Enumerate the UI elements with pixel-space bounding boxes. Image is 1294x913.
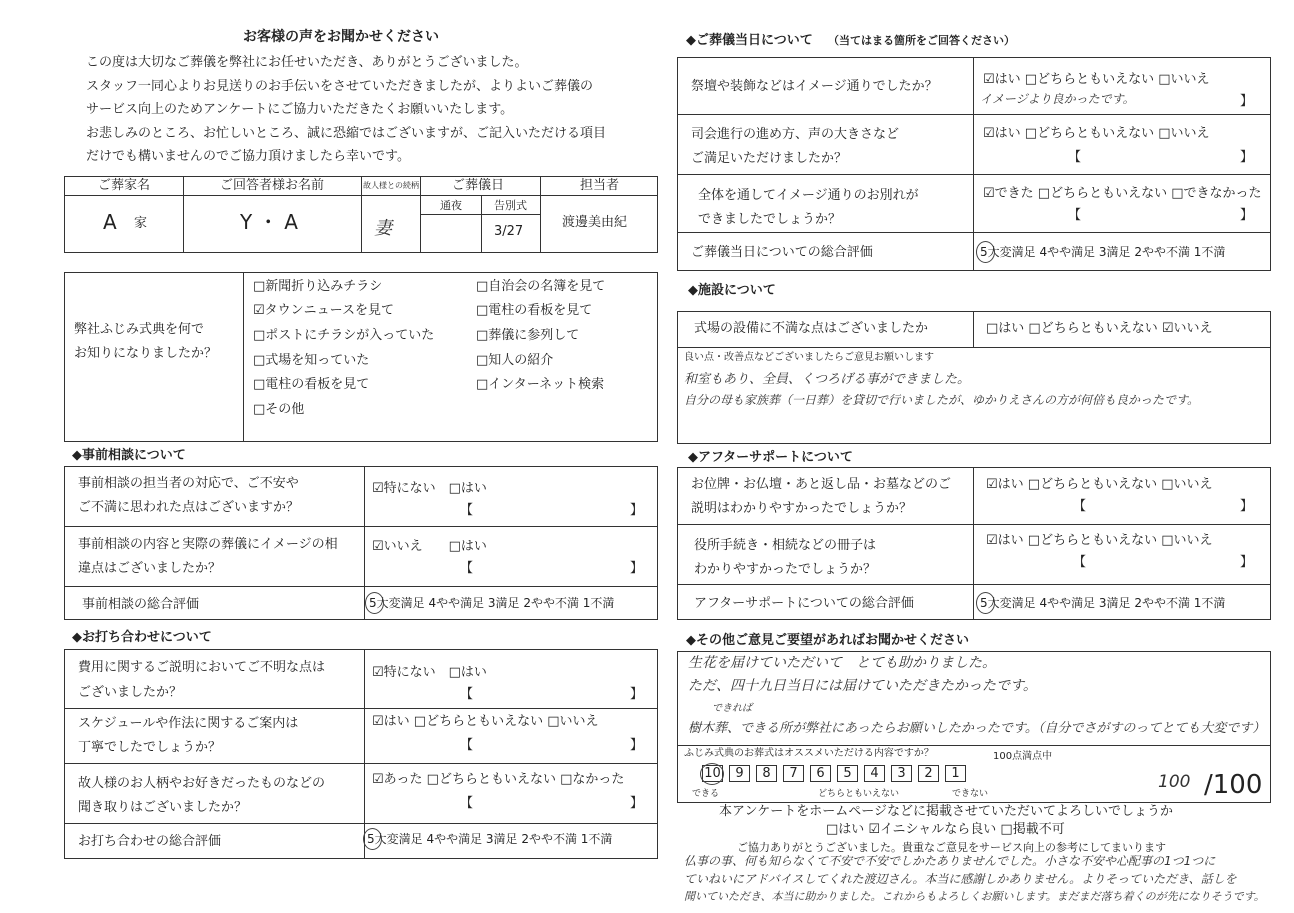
facility-header: ◆施設について xyxy=(688,283,776,298)
meet-q2: 丁寧でしたでしょうか？ xyxy=(78,740,222,755)
source-option[interactable]: □知人の紹介 xyxy=(476,353,554,368)
meet-rating[interactable]: 5大変満足 4やや満足 3満足 2やや不満 1不満 xyxy=(367,832,613,846)
intro-line: スタッフ一同心よりお見送りのお手伝いをさせていただきましたが、よりよいご葬儀の xyxy=(86,79,594,94)
final-comment: 仏事の事、何も知らなくて不安で不安でしかたありませんでした。小さな不安や心配事の1つ1つに xyxy=(684,854,1216,868)
scale-left-label: できる xyxy=(692,789,720,799)
scale-item[interactable]: 8 xyxy=(756,765,777,782)
after-a1[interactable]: ☑はい □どちらともいえない □いいえ xyxy=(986,477,1213,492)
meet-a3[interactable]: ☑あった □どちらともいえない □なかった xyxy=(372,772,625,787)
family-header: ご葬家名 xyxy=(98,178,151,193)
source-option[interactable]: □新聞折り込みチラシ xyxy=(253,279,383,294)
final-comment: 聞いていただき、本当に助かりました。これからもよろしくお願いします。まだまだ落ち着くのが先になりそうです。 xyxy=(684,890,1265,903)
intro-line: だけでも構いませんのでご協力頂けましたら幸いです。 xyxy=(86,149,410,164)
bracket: 】 xyxy=(1240,499,1254,514)
intro-line: この度は大切なご葬儀を弊社にお任せいただき、ありがとうございました。 xyxy=(86,55,528,70)
score-label: 100点満点中 xyxy=(993,751,1053,762)
score-max: /100 xyxy=(1204,770,1263,800)
rating-circle xyxy=(365,592,384,614)
recommend-scale xyxy=(702,765,972,782)
bracket: 【 xyxy=(1068,208,1082,223)
day-header: ◆ご葬儀当日について xyxy=(686,33,813,48)
pre-q3: 事前相談の総合評価 xyxy=(82,597,200,612)
bracket: 【 xyxy=(460,738,474,753)
pre-q2: 事前相談の内容と実際の葬儀にイメージの相 xyxy=(78,537,338,552)
scale-item[interactable]: 6 xyxy=(810,765,831,782)
source-option[interactable]: ☑タウンニュースを見て xyxy=(253,303,395,318)
respondent-name: Y・A xyxy=(240,210,304,234)
facility-a1[interactable]: □はい □どちらともいえない ☑いいえ xyxy=(986,321,1213,336)
staff-header: 担当者 xyxy=(580,178,620,193)
bracket: 【 xyxy=(460,561,474,576)
bracket: 】 xyxy=(630,796,644,811)
family-name: A xyxy=(103,210,117,234)
source-question: お知りになりましたか？ xyxy=(74,346,218,361)
after-q2: わかりやすかったでしょうか？ xyxy=(694,562,877,577)
thanks: ご協力ありがとうございました。貴重なご意見をサービス向上の参考にしてまいります xyxy=(737,841,1166,854)
bracket: 【 xyxy=(1073,499,1087,514)
other-comment: ただ、四十九日当日には届けていただきたかったです。 xyxy=(688,678,1037,694)
final-comment: ていねいにアドバイスしてくれた渡辺さん。本当に感謝しかありません。よりそっていただき、話しを xyxy=(684,872,1237,886)
bracket: 【 xyxy=(460,687,474,702)
after-header: ◆アフターサポートについて xyxy=(688,450,853,465)
facility-prompt: 良い点・改善点などございましたらご意見お願いします xyxy=(684,352,934,363)
meet-q3: 聞き取りはございましたか？ xyxy=(78,800,248,815)
source-option[interactable]: □電柱の看板を見て xyxy=(476,303,593,318)
scale-item[interactable]: 1 xyxy=(945,765,966,782)
meet-a2[interactable]: ☑はい □どちらともいえない □いいえ xyxy=(372,714,599,729)
intro-line: サービス向上のためアンケートにご協力いただきたくお願いいたします。 xyxy=(86,102,514,117)
meet-q4: お打ち合わせの総合評価 xyxy=(78,834,222,849)
day-a1-note: イメージより良かったです。 xyxy=(980,92,1135,106)
day-q3: できましたでしょうか？ xyxy=(698,212,842,227)
relation-value: 妻 xyxy=(374,218,392,239)
day-a2[interactable]: ☑はい □どちらともいえない □いいえ xyxy=(983,126,1210,141)
day-q4: ご葬儀当日についての総合評価 xyxy=(691,245,873,260)
source-option[interactable]: □式場を知っていた xyxy=(253,353,370,368)
meet-a1[interactable]: ☑特にない □はい xyxy=(372,665,487,680)
scale-item[interactable]: 4 xyxy=(864,765,885,782)
rating-circle xyxy=(976,592,995,614)
day-a1[interactable]: ☑はい □どちらともいえない □いいえ xyxy=(983,72,1210,87)
source-option[interactable]: □葬儀に参列して xyxy=(476,328,580,343)
scale-circle xyxy=(700,763,724,785)
scale-item[interactable]: 7 xyxy=(783,765,804,782)
scale-mid-label: どちらともいえない xyxy=(818,789,900,799)
source-option[interactable]: □自治会の名簿を見て xyxy=(476,279,606,294)
score-value: 100 xyxy=(1158,772,1191,792)
bracket: 】 xyxy=(630,503,644,518)
bracket: 【 xyxy=(1068,150,1082,165)
scale-right-label: できない xyxy=(952,789,989,799)
meet-q1: 費用に関するご説明においてご不明な点は xyxy=(78,660,326,675)
funeral-date: 3/27 xyxy=(494,224,524,239)
day-a3[interactable]: ☑できた □どちらともいえない □できなかった xyxy=(983,186,1262,201)
staff-name: 渡邊美由紀 xyxy=(562,215,628,230)
meet-q2: スケジュールや作法に関するご案内は xyxy=(78,716,299,731)
bracket: 【 xyxy=(460,796,474,811)
after-q1: 説明はわかりやすかったでしょうか？ xyxy=(691,501,913,516)
pre-q1: ご不満に思われた点はございますか？ xyxy=(78,500,300,515)
after-q2: 役所手続き・相続などの冊子は xyxy=(694,538,877,553)
family-suffix: 家 xyxy=(134,216,148,231)
bracket: 】 xyxy=(630,738,644,753)
source-option[interactable]: □ポストにチラシが入っていた xyxy=(253,328,435,343)
other-comment: 生花を届けていただいて とても助かりました。 xyxy=(688,655,996,671)
rating-circle xyxy=(363,828,382,850)
facility-comment: 自分の母も家族葬（一日葬）を貸切で行いましたが、ゆかりえさんの方が何倍も良かったです。 xyxy=(684,393,1200,407)
day-rating[interactable]: 5大変満足 4やや満足 3満足 2やや不満 1不満 xyxy=(980,245,1226,259)
bracket: 】 xyxy=(630,687,644,702)
other-comment: 樹木葬、できる所が弊社にあったらお願いしたかったです。（自分でさがすのってとても大変です） xyxy=(688,721,1266,736)
scale-item[interactable]: 2 xyxy=(918,765,939,782)
bracket: 】 xyxy=(1240,208,1254,223)
date-header: ご葬儀日 xyxy=(452,178,505,193)
day-q1: 祭壇や装飾などはイメージ通りでしたか？ xyxy=(691,79,938,94)
wake-header: 通夜 xyxy=(440,199,462,212)
relation-header: 故人様との続柄 xyxy=(363,181,419,190)
recommend-question: ふじみ式典のお葬式はオススメいただける内容ですか？ xyxy=(684,748,934,759)
day-q2: ご満足いただけましたか？ xyxy=(691,151,848,166)
source-question: 弊社ふじみ式典を何で xyxy=(74,322,205,337)
page-title: お客様の声をお聞かせください xyxy=(243,29,439,45)
respondent-header: ご回答者様お名前 xyxy=(220,178,325,193)
pre-q1: 事前相談の担当者の対応で、ご不安や xyxy=(78,476,299,491)
bracket: 】 xyxy=(630,561,644,576)
pre-header: ◆事前相談について xyxy=(72,448,186,463)
bracket: 【 xyxy=(460,503,474,518)
after-q1: お位牌・お仏壇・あと返し品・お墓などのご xyxy=(691,477,952,492)
meet-q1: ございましたか？ xyxy=(78,685,183,700)
other-comment-insert: できれば xyxy=(712,703,752,714)
day-q3: 全体を通してイメージ通りのお別れが xyxy=(698,188,919,203)
after-a2[interactable]: ☑はい □どちらともいえない □いいえ xyxy=(986,533,1213,548)
publish-question: 本アンケートをホームページなどに掲載させていただいてよろしいでしょうか xyxy=(719,804,1173,819)
scale-item[interactable]: 10 xyxy=(702,765,723,782)
pre-rating[interactable]: 5大変満足 4やや満足 3満足 2やや不満 1不満 xyxy=(369,596,615,610)
meet-header: ◆お打ち合わせについて xyxy=(72,630,212,645)
after-rating[interactable]: 5大変満足 4やや満足 3満足 2やや不満 1不満 xyxy=(980,596,1226,610)
bracket: 】 xyxy=(1240,150,1254,165)
intro-line: お悲しみのところ、お忙しいところ、誠に恐縮ではございますが、ご記入いただける項目 xyxy=(86,126,607,141)
funeral-header: 告別式 xyxy=(494,199,527,212)
source-option[interactable]: □電柱の看板を見て xyxy=(253,377,370,392)
scale-item[interactable]: 9 xyxy=(729,765,750,782)
bracket: 【 xyxy=(1073,555,1087,570)
meet-q3: 故人様のお人柄やお好きだったものなどの xyxy=(78,776,326,791)
bracket: 】 xyxy=(1240,555,1254,570)
scale-item[interactable]: 3 xyxy=(891,765,912,782)
day-q2: 司会進行の進め方、声の大きさなど xyxy=(691,127,900,142)
other-header: ◆その他ご意見ご要望があればお聞かせください xyxy=(686,633,969,648)
facility-comment: 和室もあり、全員、くつろげる事ができました。 xyxy=(684,372,971,387)
bracket: 】 xyxy=(1240,94,1254,109)
source-option[interactable]: □その他 xyxy=(253,402,305,417)
scale-item[interactable]: 5 xyxy=(837,765,858,782)
day-header-note: （当てはまる箇所をご回答ください） xyxy=(828,34,1015,47)
publish-options[interactable]: □はい ☑イニシャルなら良い □掲載不可 xyxy=(826,822,1065,837)
after-q3: アフターサポートについての総合評価 xyxy=(694,596,914,611)
facility-q1: 式場の設備に不満な点はございましたか xyxy=(694,321,929,336)
pre-a2[interactable]: ☑いいえ □はい xyxy=(372,539,487,554)
source-option[interactable]: □インターネット検索 xyxy=(476,377,605,392)
rating-circle xyxy=(976,241,995,263)
pre-q2: 違点はございましたか？ xyxy=(78,561,222,576)
pre-a1[interactable]: ☑特にない □はい xyxy=(372,481,487,496)
